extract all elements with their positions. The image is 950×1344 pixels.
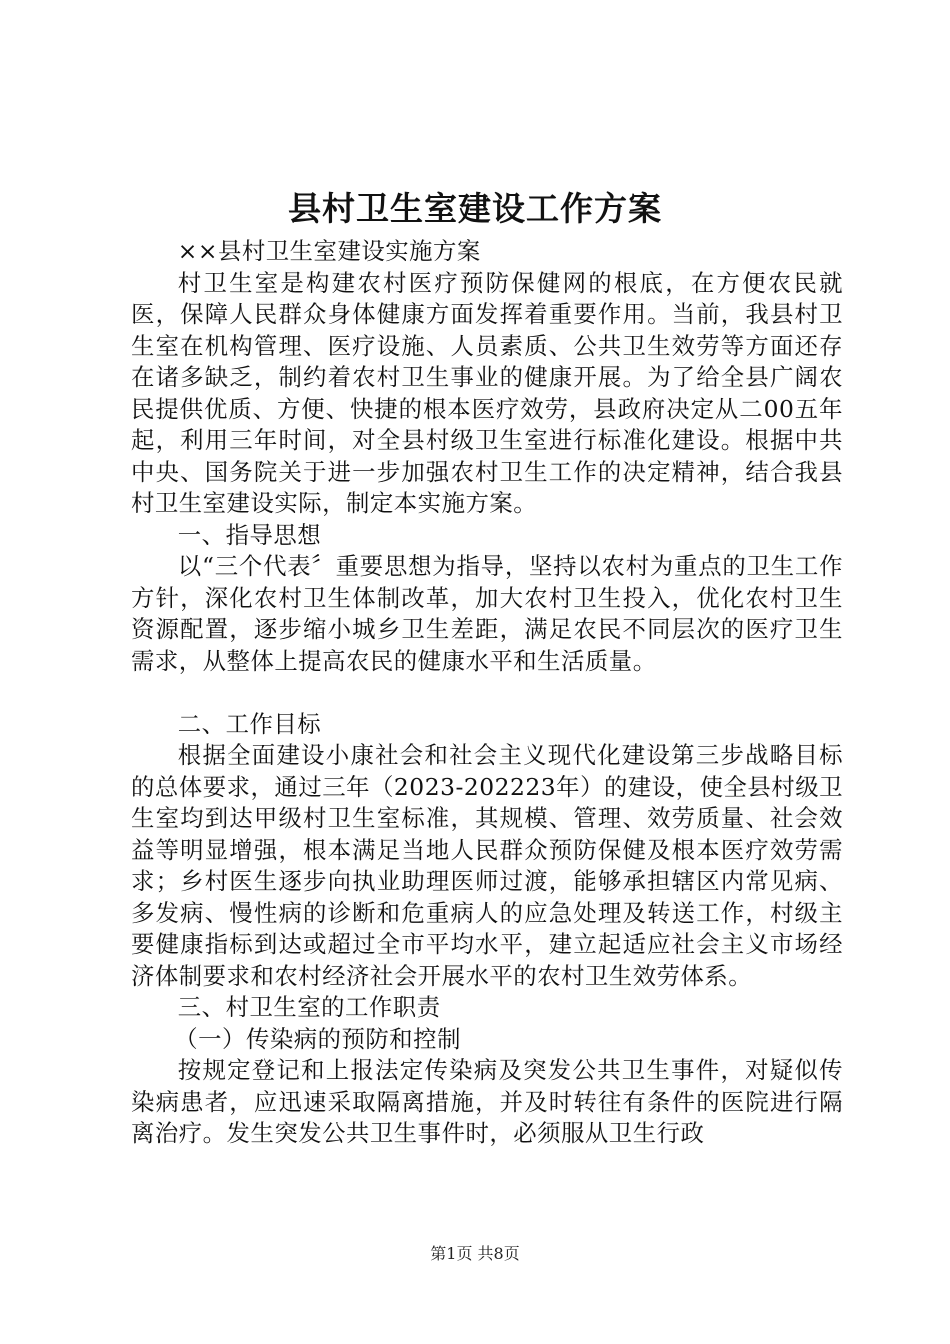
intro-paragraph: 村卫生室是构建农村医疗预防保健网的根底，在方便农民就医，保障人民群众身体健康方面发挥着重要作用。当前，我县村卫生室在机构管理、医疗设施、人员素质、公共卫生效劳等方面还存在诸多缺乏，制约着农村卫生事业的健康开展。为了给全县广阔农民提供优质、方便、快捷的根本医疗效劳，县政府决定从二00五年起，利用三年时间，对全县村级卫生室进行标准化建设。根据中共中央、国务院关于进一步加强农村卫生工作的决定精神，结合我县村卫生室建设实际，制定本实施方案。 — [131, 268, 843, 517]
page-title: 县村卫生室建设工作方案 — [288, 189, 662, 228]
section-heading-duties: 三、村卫生室的工作职责 — [177, 993, 441, 1021]
section-heading-guiding-thought: 一、指导思想 — [177, 520, 322, 549]
guiding-thought-paragraph: 以“三个代表〞重要思想为指导，坚持以农村为重点的卫生工作方针，深化农村卫生体制改革，加大农村卫生投入，优化农村卫生资源配置，逐步缩小城乡卫生差距，满足农民不同层次的医疗卫生需求，从整体上提高农民的健康水平和生活质量。 — [131, 552, 843, 675]
work-goals-paragraph: 根据全面建设小康社会和社会主义现代化建设第三步战略目标的总体要求，通过三年（2023-202223年）的建设，使全县村级卫生室均到达甲级村卫生室标准，其规模、管理、效劳质量、社会效益等明显增强，根本满足当地人民群众预防保健及根本医疗效劳需求；乡村医生逐步向执业助理医师过渡，能够承担辖区内常见病、多发病、慢性病的诊断和危重病人的应急处理及转送工作，村级主要健康指标到达或超过全市平均水平，建立起适应社会主义市场经济体制要求和农村经济社会开展水平的农村卫生效劳体系。 — [131, 741, 843, 990]
paragraph-gap — [131, 677, 843, 709]
section-heading-work-goals: 二、工作目标 — [177, 709, 322, 738]
sub-heading-infectious-disease: （一）传染病的预防和控制 — [174, 1024, 461, 1053]
document-body — [131, 236, 843, 1150]
subtitle-paragraph: ××县村卫生室建设实施方案 — [177, 237, 481, 265]
infectious-disease-paragraph: 按规定登记和上报法定传染病及突发公共卫生事件，对疑似传染病患者，应迅速采取隔离措施，并及时转往有条件的医院进行隔离治疗。发生突发公共卫生事件时，必须服从卫生行政 — [131, 1056, 843, 1147]
page-footer: 第1页 共8页 — [430, 1244, 520, 1263]
